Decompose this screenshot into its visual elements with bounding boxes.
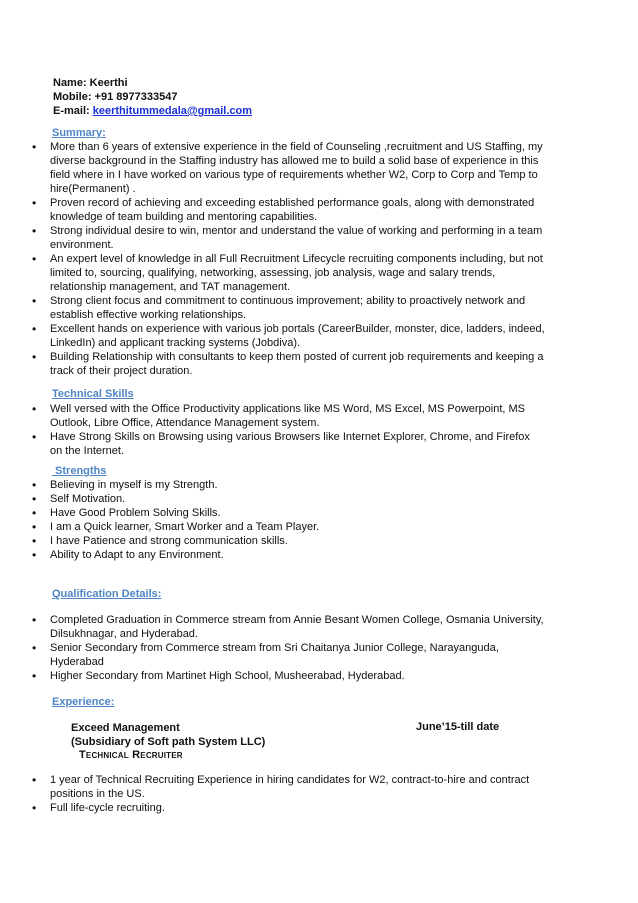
company-subsidiary: (Subsidiary of Soft path System LLC) [71,736,266,748]
list-item: • Have Good Problem Solving Skills. [0,506,545,520]
list-item: • Have Strong Skills on Browsing using various Browsers like Internet Explorer, Chrome, and Firefox on the Internet. [0,430,545,458]
role-initial-1: T [79,749,86,761]
role-rest-2: ECRUITER [140,751,183,760]
qualification-list [0,613,638,683]
technical-skills-heading: Technical Skills [52,388,134,400]
employment-date: June’15-till date [416,721,500,733]
list-item: • Completed Graduation in Commerce stream from Annie Besant Women College, Osmania University, Dilsukhnagar, and Hyderabad. [0,613,545,641]
list-item: • Building Relationship with consultants to keep them posted of current job requirements and keeping a track of their project duration. [0,350,545,378]
job-role [79,749,183,761]
role-initial-2: R [132,749,141,761]
qualification-heading: Qualification Details: [52,588,162,600]
email-link[interactable]: keerthitummedala@gmail.com [92,105,253,117]
list-item: • Self Motivation. [0,492,545,506]
list-item: • Strong client focus and commitment to continuous improvement; ability to proactively network and establish effective working relationships. [0,294,545,322]
list-item: • Excellent hands on experience with various job portals (CareerBuilder, monster, dice, ladders, indeed, LinkedIn) and applicant tracking systems (Jobdiva). [0,322,545,350]
candidate-email-line [53,104,252,119]
strengths-list [0,478,638,562]
summary-heading: Summary: [52,127,106,139]
candidate-mobile: Mobile: +91 8977333547 [53,91,178,103]
list-item: • Well versed with the Office Productivity applications like MS Word, MS Excel, MS Powerpoint, MS Outlook, Libre Office, Attendance Management system. [0,402,545,430]
company-name: Exceed Management [71,722,180,734]
list-item: • Full life-cycle recruiting. [0,801,545,815]
list-item: • 1 year of Technical Recruiting Experience in hiring candidates for W2, contract-to-hire and contract positions in the US. [0,773,545,801]
strengths-heading: Strengths [52,465,107,477]
role-rest-1: ECHNICAL [85,751,129,760]
email-label: E-mail: [53,105,93,117]
list-item: • Higher Secondary from Martinet High School, Musheerabad, Hyderabad. [0,669,545,683]
list-item: • Ability to Adapt to any Environment. [0,548,545,562]
experience-heading: Experience: [52,696,115,708]
list-item: • An expert level of knowledge in all Full Recruitment Lifecycle recruiting components including, but not limited to, sourcing, qualifying, networking, assessing, job analysis, wage and salary trends, relationship management, and TAT management. [0,252,545,294]
list-item: • Believing in myself is my Strength. [0,478,545,492]
summary-list [0,140,638,378]
experience-list [0,773,638,815]
technical-skills-list [0,402,638,458]
list-item: • Strong individual desire to win, mentor and understand the value of working and performing in a team environment. [0,224,545,252]
list-item: • Senior Secondary from Commerce stream from Sri Chaitanya Junior College, Narayanguda, Hyderabad [0,641,545,669]
list-item: • I have Patience and strong communication skills. [0,534,545,548]
candidate-name: Name: Keerthi [53,77,128,89]
list-item: • I am a Quick learner, Smart Worker and a Team Player. [0,520,545,534]
list-item: • More than 6 years of extensive experience in the field of Counseling ,recruitment and US Staffing, my diverse background in the Staffing industry has allowed me to build a solid base of experience in this field where in I have worked on various type of requirements whether W2, Corp to Corp and Temp to hire(Permanent) . [0,140,545,196]
list-item: • Proven record of achieving and exceeding established performance goals, along with demonstrated knowledge of team building and mentoring capabilities. [0,196,545,224]
